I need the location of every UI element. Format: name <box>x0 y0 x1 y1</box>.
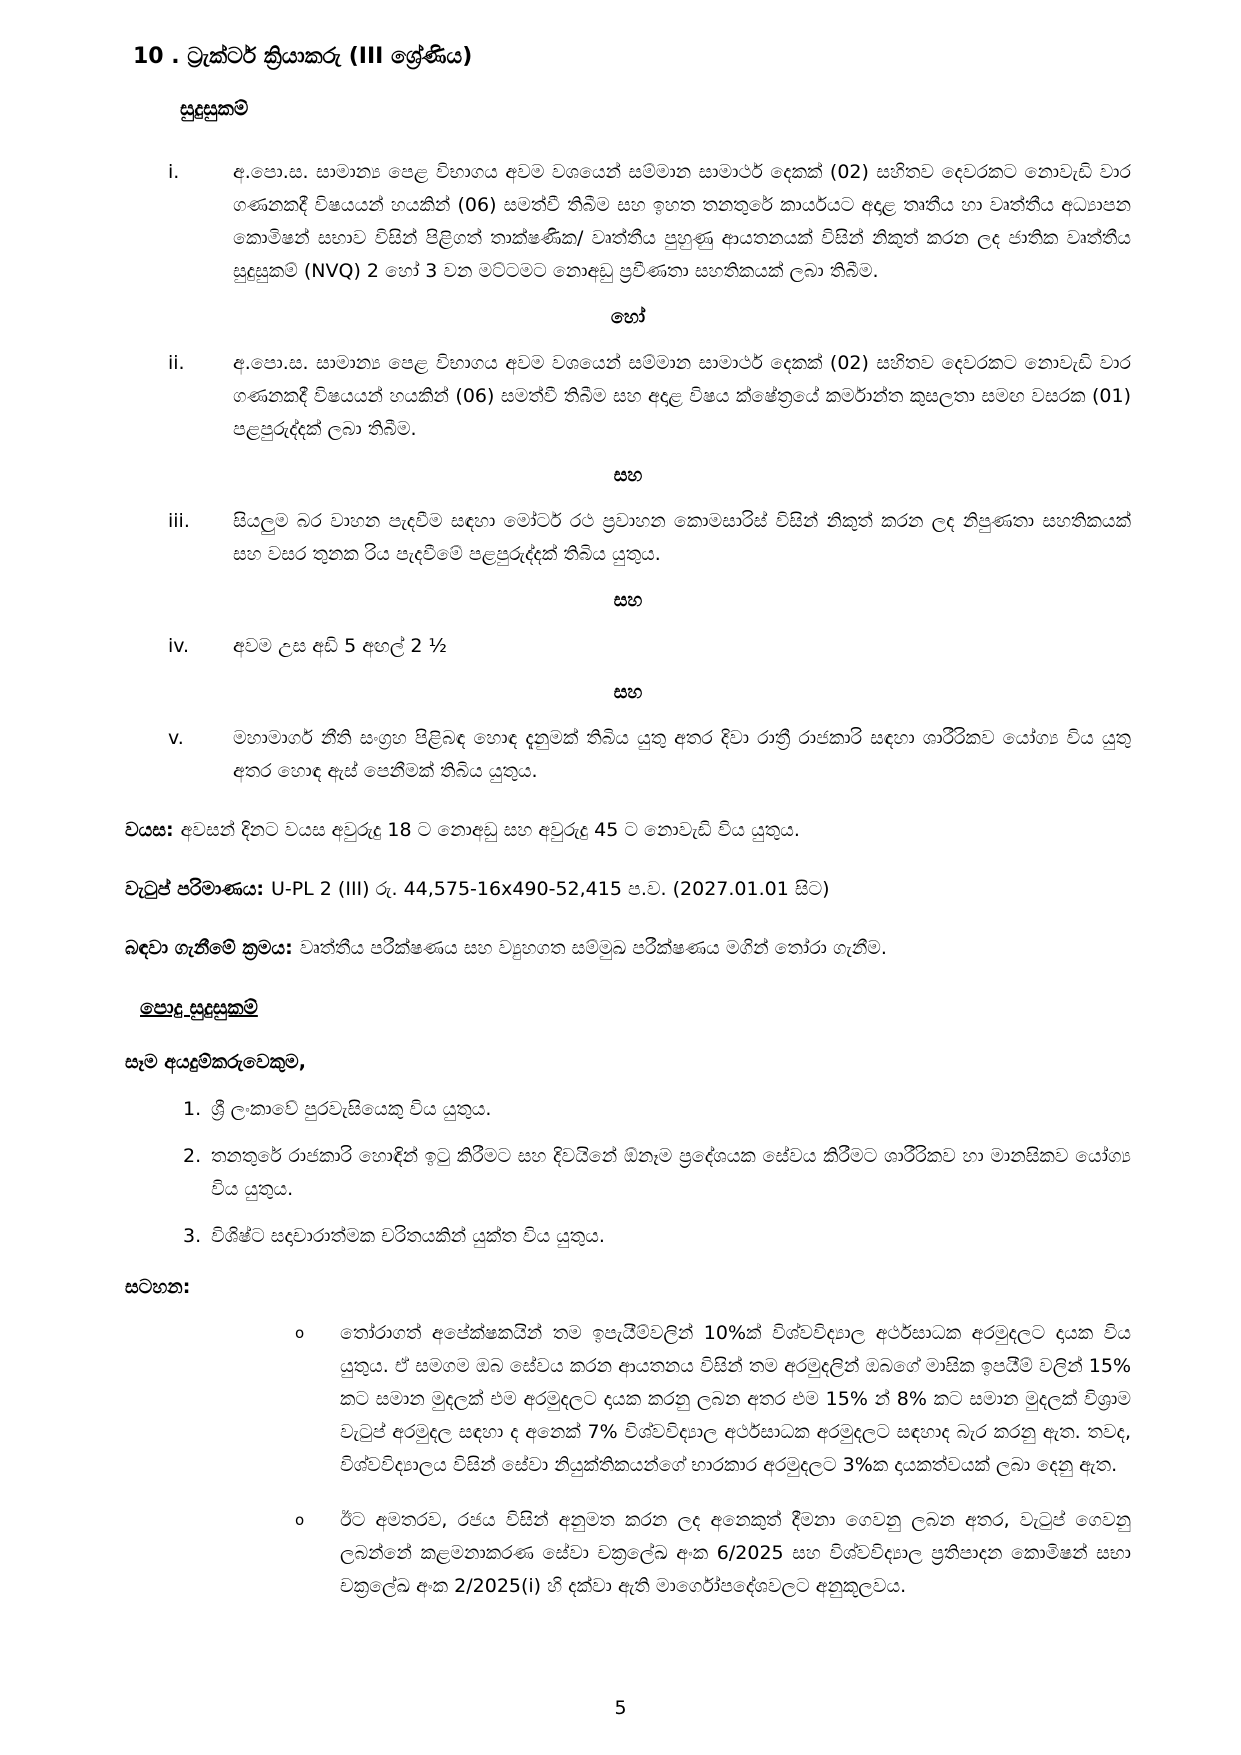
qualification-item-iv <box>125 630 1131 663</box>
qualification-item-iii <box>125 505 1131 571</box>
item-number: 1. <box>183 1098 202 1120</box>
qualification-item-ii <box>125 347 1131 446</box>
salary-scale-label: වැටුප් පරිමාණය: <box>125 878 264 900</box>
recruitment-method-text: වෘත්තීය පරීක්ෂණය සහ ව්‍යුහගත සම්මුඛ පරීක්ෂණය මගින් තෝරා ගැනීම. <box>299 937 887 959</box>
bullet-text: ඊට අමතරව, රජය විසින් අනුමත කරන ලද අනෙකුත් දීමනා ගෙවනු ලබන අතර, වැටුප් ගෙවනු ලබන්නේ කළමනාකරණ සේවා චක්‍රලේඛ අංක 6/2025 සහ විශ්වවිද්‍යාල ප්‍රතිපාදන කොමිෂන් සභා චක්‍රලේඛ අංක 2/2025(i) හි දක්වා ඇති මාර්ගෝපදේශවලට අනුකූලවය. <box>340 1509 1131 1597</box>
item-text: විශිෂ්ට සදාචාරාත්මක චරිතයකින් යුක්ත විය යුතුය. <box>211 1225 605 1247</box>
age-requirement <box>125 814 1131 847</box>
connector-and: සහ <box>613 589 643 611</box>
item-number: ii. <box>168 352 185 374</box>
general-item-2 <box>125 1140 1131 1206</box>
item-number: i. <box>168 161 180 183</box>
circle-bullet-icon: o <box>295 1511 305 1529</box>
age-label: වයස: <box>125 819 174 841</box>
item-number: 2. <box>183 1145 202 1167</box>
recruitment-method <box>125 932 1131 965</box>
general-item-3 <box>125 1220 1131 1253</box>
recruitment-method-label: බඳවා ගැනීමේ ක්‍රමය: <box>125 937 293 959</box>
item-text: ශ්‍රී ලංකාවේ පුරවැසියෙකු විය යුතුය. <box>211 1098 492 1120</box>
bullet-text: තෝරාගත් අපේක්ෂකයින් තම ඉපැයීම්වලින් 10%ක් විශ්වවිද්‍යාල අර්ථසාධක අරමුදලට දායක විය යුතුය. ඒ සමගම ඔබ සේවය කරන ආයතනය විසින් තම අරමුදලින් ඔබගේ මාසික ඉපයීම් වලින් 15% කට සමාන මුදලක් එම අරමුදලට දායක කරනු ලබන අතර එම 15% න් 8% කට සමාන මුදලක් විශ්‍රාම වැටුප් අරමුදල සඳහා ද අනෙක් 7% විශ්වවිද්‍යාල අර්ථසාධක අරමුදලට සඳහාද බැර කරනු ඇත. තවද, විශ්වවිද්‍යාලය විසින් සේවා නියුක්තිකයන්ගේ භාරකාර අරමුදලට 3%ක දායකත්වයක් ලබා දෙනු ඇත. <box>340 1322 1131 1476</box>
note-heading: සටහන: <box>125 1276 191 1298</box>
item-text: අ.පො.ස. සාමාන්‍ය පෙළ විභාගය අවම වශයෙන් සම්මාන සාමාර්ථ දෙකක් (02) සහිතව දෙවරකට නොවැඩි වාර ගණනකදී විෂයයන් හයකින් (06) සමත්වී තිබීම සහ අදාළ විෂය ක්ෂේත්‍රයේ කර්මාන්ත කුසලතා සමඟ වසරක (01) පළපුරුද්දක් ලබා තිබීම. <box>233 352 1131 440</box>
salary-scale-text: U-PL 2 (III) රු. 44,575-16x490-52,415 ප.ව. (2027.01.01 සිට) <box>270 878 830 900</box>
item-text: අ.පො.ස. සාමාන්‍ය පෙළ විභාගය අවම වශයෙන් සම්මාන සාමාර්ථ දෙකක් (02) සහිතව දෙවරකට නොවැඩි වාර ගණනකදී විෂයයන් හයකින් (06) සමත්වී තිබීම සහ ඉහත තනතුරේ කාර්යයට අදාළ තෘතීය හා වෘත්තීය අධ්‍යාපන කොමිෂන් සභාව විසින් පිළිගත් තාක්ෂණික/ වෘත්තීය පුහුණු ආයතනයක් විසින් නිකුත් කරන ලද ජාතික වෘත්තීය සුදුසුකම් (NVQ) 2 හෝ 3 වන මට්ටමට නොඅඩු ප්‍රවීණතා සහතිකයක් ලබා තිබීම. <box>233 161 1131 282</box>
note-bullet-1 <box>125 1317 1131 1482</box>
connector-and: සහ <box>613 464 643 486</box>
connector-or: හෝ <box>610 306 646 328</box>
item-text: අවම උස අඩි 5 අඟල් 2 ½ <box>233 635 447 657</box>
item-text: සියලුම බර වාහන පැදවීම සඳහා මෝටර් රථ ප්‍රවාහන කොමසාරිස් විසින් නිකුත් කරන ලද නිපුණතා සහතිකයක් සහ වසර තුනක රිය පැදවීමේ පළපුරුද්දක් තිබිය යුතුය. <box>233 510 1131 565</box>
page-title: 10 . ට්‍රැක්ටර් ක්‍රියාකරු (III ශ්‍රේණිය) <box>133 44 473 69</box>
item-text: මහාමාර්ග නීති සංග්‍රහ පිළිබඳ හොඳ දැනුමක් තිබිය යුතු අතර දිවා රාත්‍රී රාජකාරි සඳහා ශාරීරිකව යෝග්‍ය විය යුතු අතර හොඳ ඇස් පෙනීමක් තිබිය යුතුය. <box>233 727 1131 782</box>
general-intro: සෑම අයදුම්කරුවෙකුම, <box>125 1051 306 1073</box>
qualification-item-v <box>125 722 1131 788</box>
item-number: v. <box>168 727 184 749</box>
page-number: 5 <box>614 1697 627 1719</box>
item-number: iii. <box>168 510 190 532</box>
note-bullet-2 <box>125 1504 1131 1603</box>
item-number: iv. <box>168 635 190 657</box>
general-qualifications-heading: පොදු සුදුසුකම් <box>140 995 258 1019</box>
qualifications-heading: සුදුසුකම් <box>180 96 249 120</box>
item-text: තනතුරේ රාජකාරි හොඳින් ඉටු කිරීමට සහ දිවයිනේ ඕනෑම ප්‍රදේශයක සේවය කිරීමට ශාරීරිකව හා මානසිකව යෝග්‍ය විය යුතුය. <box>211 1145 1131 1200</box>
general-item-1 <box>125 1093 1131 1126</box>
connector-and: සහ <box>613 681 643 703</box>
circle-bullet-icon: o <box>295 1324 305 1342</box>
qualification-item-i <box>125 156 1131 288</box>
age-text: අවසන් දිනට වයස අවුරුදු 18 ට නොඅඩු සහ අවුරුදු 45 ට නොවැඩි විය යුතුය. <box>180 819 800 841</box>
salary-scale <box>125 873 1131 906</box>
item-number: 3. <box>183 1225 202 1247</box>
